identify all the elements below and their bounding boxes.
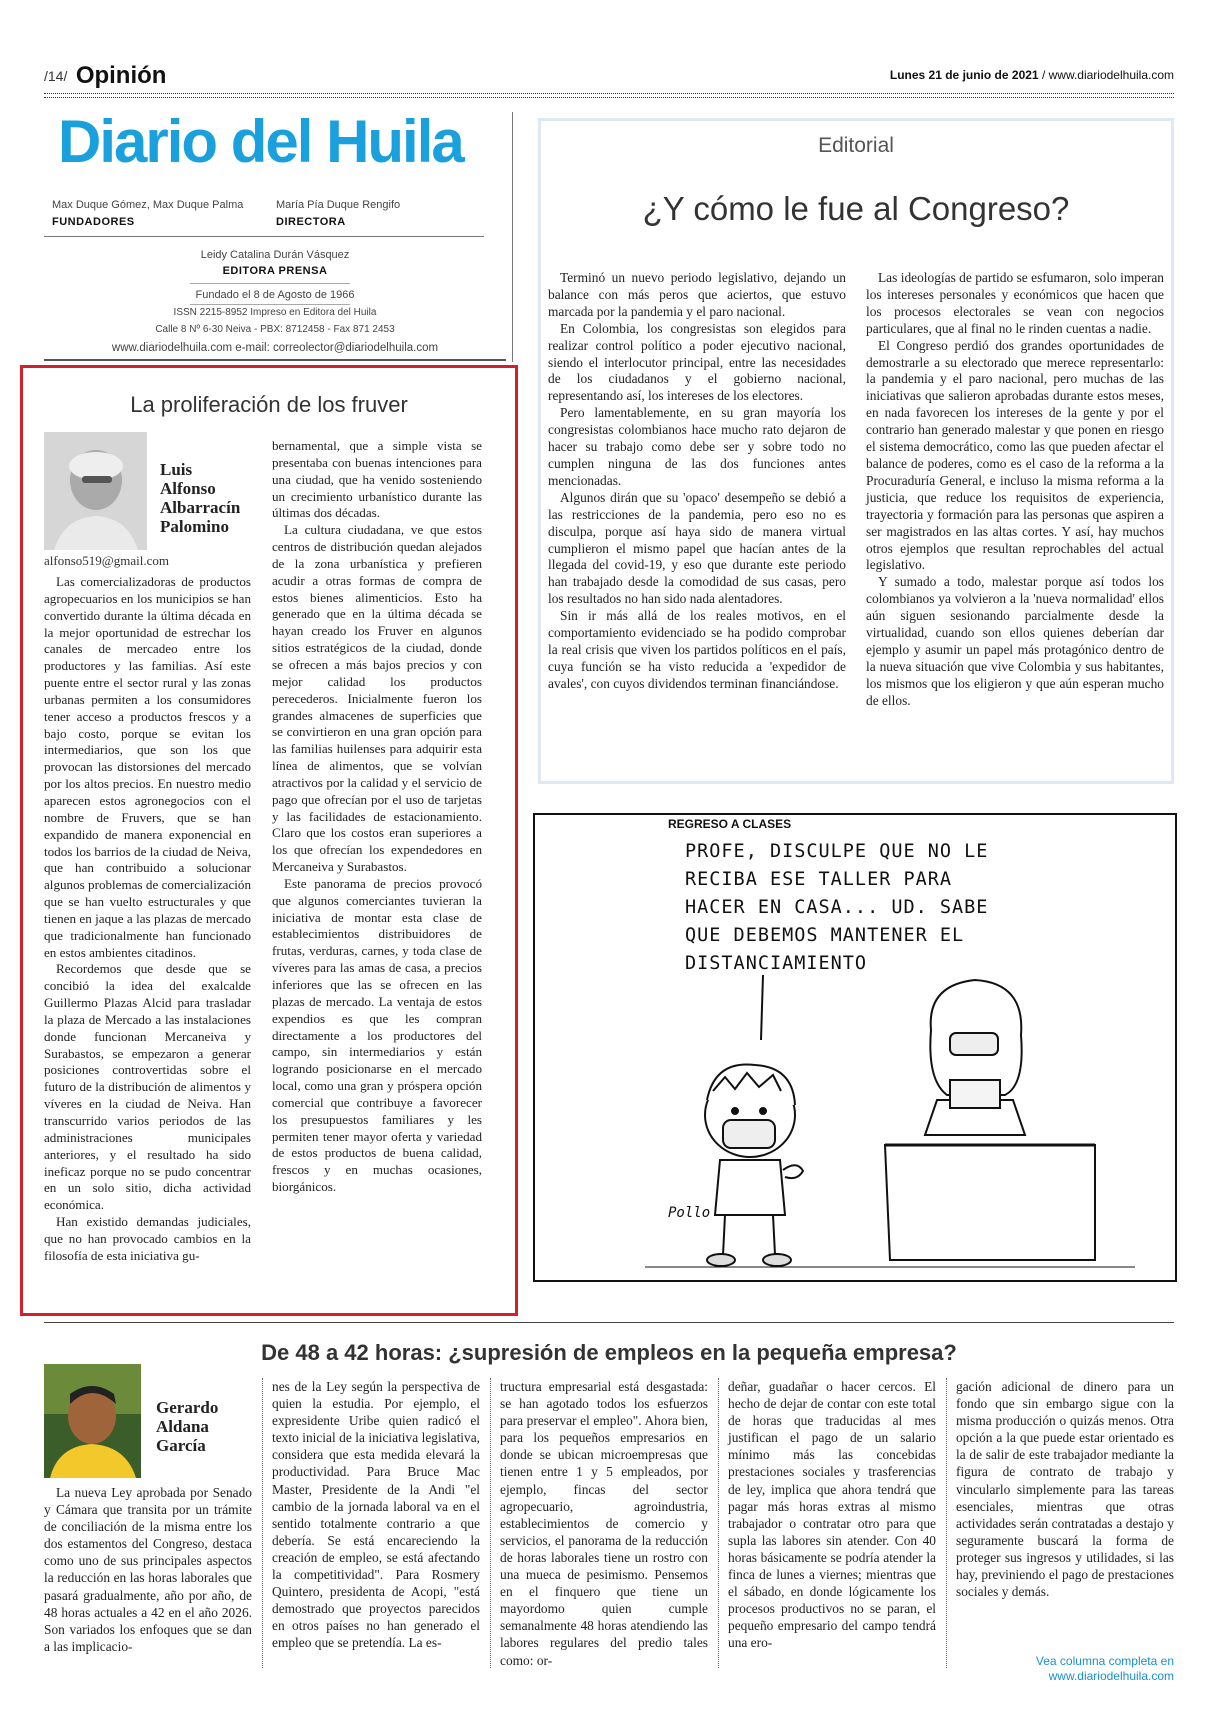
speech-line: PROFE, DISCULPE QUE NO LE — [685, 841, 989, 862]
paragraph: La nueva Ley aprobada por Senado y Cámara que transita por un trámite de conciliación de la misma entre los dos estamentos del Congreso, destaca como uno de sus principales aspectos la reducción en las horas laborales que pasará gradualmente, año por año, de 48 horas actuales a 42 en el año 2026. Son variados los enfoques que se dan a las implicacio- — [44, 1485, 252, 1654]
masthead-bottom-rule — [44, 359, 506, 361]
author-portrait-icon — [44, 1364, 141, 1478]
author-name-line: Gerardo — [156, 1398, 219, 1417]
author-name-line: Luis — [160, 460, 193, 479]
column-divider — [490, 1378, 491, 1668]
page-number: /14/ — [44, 68, 68, 84]
author-name-line: Albarracín — [160, 498, 241, 517]
founders-label: FUNDADORES — [52, 216, 135, 228]
paragraph: Algunos dirán que su 'opaco' desempeño se debió a las restricciones de la pandemia, pero eso no es disculpa, porque así haya sido de manera virtual cumplieron el mismo papel que hacían antes de la llegada del covid-19, y eso que durante este periodo han trabajado desde la comodidad de sus casas, pero los resultados no han sido nada alentadores. — [548, 489, 846, 607]
credit-line: Vea columna completa en — [1035, 1654, 1174, 1668]
read-more-credit[interactable] — [1036, 1654, 1174, 1684]
issue-date: Lunes 21 de junio de 2021 — [889, 68, 1039, 82]
paragraph: Sin ir más allá de los reales motivos, en el comportamiento evidenciado se ha podido comprobar la real crisis que viven los partidos políticos en el país, cuya función se ha visto reducida a 'expedidor de avales', con cuyos dividendos terminan financiándose. — [548, 608, 846, 691]
paragraph: Este panorama de precios provocó que algunos comerciantes tuvieran la iniciativa de montar esta clase de establecimientos distribuidores de frutas, verduras, carnes, y toda clase de víveres para las amas de casa, a precios inferiores que las se ofrecen en las plazas de mercado. La ventaja de estos expendios es que les compran directamente a los productores del campo, sin intermediarios y están logrando posicionarse en el mercado local, como una gran y próspera opción comercial que contribuye a favorecer los presupuestos familiares y les permiten tener mayor oferta y variedad de estos productos de buena calidad, frescos y en muchas ocasiones, biorgánicos. — [272, 875, 482, 1195]
cartoonist-signature: Pollo — [668, 1205, 711, 1221]
author-photo-2 — [44, 1364, 141, 1478]
bottom-author — [156, 1398, 218, 1455]
cartoon-label: REGRESO A CLASES — [668, 817, 792, 831]
editor-label: EDITORA PRENSA — [222, 265, 328, 277]
editorial-column-2 — [866, 270, 1164, 710]
editor-name: Leidy Catalina Durán Vásquez — [200, 249, 350, 261]
paragraph: bernamental, que a simple vista se presentaba con buenas intenciones para una ciudad, que ha venido sosteniendo un crecimiento urbanístico durante las últimas dos décadas. — [272, 438, 482, 521]
author-portrait-icon — [44, 432, 147, 550]
bottom-column-1 — [44, 1484, 252, 1655]
contact-line[interactable]: www.diariodelhuila.com e-mail: correolector@diariodelhuila.com — [111, 342, 439, 354]
editorial-title: ¿Y cómo le fue al Congreso? — [642, 190, 1070, 227]
editorial-column-1 — [548, 270, 846, 693]
header-rule-2 — [44, 97, 1174, 98]
paragraph: nes de la Ley según la perspectiva de quien la estudia. Por ejemplo, el expresidente Uribe quien radicó el texto inicial de la iniciativa legislativa, considera que esta medida elevará la productividad. Para Bruce Mac Master, Presidente de la Andi "el cambio de la jornada laboral va en el sentido totalmente contrario a que debería. Se está encareciendo la creación de empleo, se está afectando la competitividad". Para Rosmery Quintero, presidenta de Acopi, "está demostrado que proyectos parecidos en otros países no han generado el empleo que se pretendía. La es- — [272, 1379, 480, 1651]
page-header-right — [890, 68, 1174, 82]
author-name-line: Palomino — [160, 517, 229, 536]
speech-line: DISTANCIAMIENTO — [685, 953, 868, 974]
bottom-article-title: De 48 a 42 horas: ¿supresión de empleos en la pequeña empresa? — [261, 1340, 957, 1365]
column-divider — [946, 1378, 947, 1668]
editorial-label: Editorial — [818, 134, 894, 157]
speech-line: RECIBA ESE TALLER PARA — [685, 869, 953, 890]
author-name-line: Alfonso — [160, 479, 216, 498]
paragraph: Pero lamentablemente, en su gran mayoría los congresistas colombianos hace mucho rato dejaron de hacer su trabajo como debe ser y sobre todo no cumplen ninguna de las dos funciones antes mencionadas. — [548, 405, 846, 488]
issn-line: ISSN 2215-8952 Impreso en Editora del Huila — [173, 307, 377, 318]
paragraph: La cultura ciudadana, ve que estos centros de distribución quedan alejados de la zona urbanística y prefieren acudir a otras formas de compra de estos bienes alimenticios. Esto ha generado que en la última década se hayan creado los Fruver en algunos sitios estratégicos de la ciudad, donde se ofrecen a más bajos precios y con mejor calidad los productos perecederos. Inicialmente fueron los grandes almacenes de superficies que se convirtieron en una gran opción para las familias huilenses para adquirir esta línea de alimentos, que se volvían atractivos por la calidad y el servicio de pago que ofrecían por el uso de tarjetas y las facilidades de estacionamiento. Claro que los costos eran superiores a los que ofrecían los expendedores en Mercaneiva y Surabastos. — [272, 522, 482, 875]
speech-line: QUE DEBEMOS MANTENER EL — [685, 925, 965, 946]
paragraph: El Congreso perdió dos grandes oportunidades de demostrarle a su electorado que merece representarlo: la pandemia y el paro nacional, pero muchas de las iniciativas que salieron aprobadas durante estos meses, en nada favorecen los intereses de la gente y por el contrario han generado malestar y que ponen en riesgo el sistema democrático, como las que pueden afectar el balance de poderes, como es el caso de la reforma a la Procuraduría General, e incluso la misma reforma a la justicia, que reduce los requisitos de experiencia, trayectoria y formación para las personas que aspiren a ser magistrados en las altas cortes. Y así, hay muchos otros ejemplos que resultan reprochables del actual legislativo. — [866, 337, 1164, 573]
page-header-left — [44, 62, 166, 90]
paragraph: Y sumado a todo, malestar porque así todos los colombianos ya volvieron a la 'nueva normalidad' ellos aún siguen sesionando parcialmente desde la virtualidad, cuando son ellos quienes deberían dar ejemplo y asumir un papel más protagónico dentro de la nueva situación que vive Colombia y sus habitantes, los mismos que los eligieron y que aún esperan mucho de ellos. — [866, 574, 1164, 708]
cartoon-speech — [685, 838, 988, 978]
founders-names: Max Duque Gómez, Max Duque Palma — [52, 199, 244, 211]
founded-date: Fundado el 8 de Agosto de 1966 — [195, 289, 355, 301]
director-name: María Pía Duque Rengifo — [276, 199, 401, 211]
bottom-section-rule — [44, 1322, 1174, 1323]
paragraph: En Colombia, los congresistas son elegidos para realizar control político a poder ejecutivo nacional, siendo el interlocutor principal, entre las necesidades de los ciudadanos y el gobierno nacional, representando así, los intereses de los electores. — [548, 320, 846, 404]
newspaper-logo: Diario del Huila — [58, 108, 463, 175]
paragraph: tructura empresarial está desgastada: se han agotado todos los esfuerzos para preservar el empleo". Ahora bien, para los pequeños empresarios en donde se ubican microempresas que tienen entre 1 y 5 empleados, por ejemplo, fincas del sector agropecuario, agroindustria, establecimientos de comercio y servicios, el panorama de la reducción de horas laborales tiene un rostro con una mueca de pesimismo. Pensemos en el finquero que tiene un mayordomo quien cumple semanalmente 48 horas atendiendo las labores regulares del predio tales como: or- — [500, 1379, 708, 1668]
author-photo — [44, 432, 147, 550]
paragraph: Recordemos que desde que se concibió la idea del exalcalde Guillermo Plazas Alcid para trasladar la plaza de Mercado a las instalaciones donde funcionan Mercaneiva y Surabastos, se empezaron a generar posiciones controvertidas sobre el futuro de la distribución de alimentos y víveres en la ciudad de Neiva. Han transcurrido varios periodos de las administraciones municipales anteriores, y el resultado ha sido ineficaz porque no se pudo concentrar en un solo sitio, dicha actividad económica. — [44, 961, 251, 1213]
speech-line: HACER EN CASA... UD. SABE — [685, 897, 989, 918]
opinion-title: La proliferación de los fruver — [130, 392, 408, 417]
paragraph: Las ideologías de partido se esfumaron, solo imperan los intereses personales y económicos que hacen que los procesos electorales se vean con negocios particulares, que al final no le rinden cuentas a nadie. — [866, 270, 1164, 336]
column-divider — [718, 1378, 719, 1668]
section-title: Opinión — [75, 62, 167, 89]
opinion-column-1 — [44, 574, 251, 1265]
header-rule — [44, 93, 1174, 94]
paragraph: Las comercializadoras de productos agropecuarios en los municipios se han convertido durante la última década en la mejor oportunidad de estrechar los canales de mercadeo entre los productores y las familias. Así este puente entre el sector rural y las zonas urbanas permiten a los consumidores tener acceso a productos frescos y a bajo costo, porque se evitan los intermediarios, que son los que provocan las distorsiones del mercado por los altos precios. En nuestro medio aparecen estos agronegocios con el nombre de Fruvers, que se han expandido de manera exponencial en todos los barrios de la ciudad de Neiva, que han contribuido a solucionar algunos problemas de comercialización que se han vuelto estructurales y que tienen en jaque a las plazas de mercado que tradicionalmente han funcionado en estos ambientes citadinos. — [44, 574, 251, 960]
bottom-column-3 — [500, 1378, 708, 1669]
paragraph: gación adicional de dinero para un fondo que sin embargo sigue con la misma producción o quizás menos. Otra opción a la que puede estar orientado es la de salir de este trabajador mediante la figura de contrato de trabajo y vincularlo simplemente para las tareas esenciales, mientras que otras actividades serán contratadas a destajo y seguramente buscará la forma de proteger sus ingresos y utilidades, si las hay, previniendo el pago de prestaciones sociales y demás. — [956, 1379, 1174, 1600]
paragraph: Han existido demandas judiciales, que no han provocado cambios en la filosofía de esta iniciativa gu- — [44, 1214, 251, 1263]
author-name-line: García — [156, 1436, 206, 1455]
opinion-author — [160, 460, 240, 536]
founded-rule-top — [190, 283, 350, 284]
site-url[interactable]: / www.diariodelhuila.com — [1041, 68, 1174, 82]
column-divider — [512, 112, 513, 362]
bottom-column-5 — [956, 1378, 1174, 1600]
address-line: Calle 8 Nº 6-30 Neiva - PBX: 8712458 - Fax 871 2453 — [155, 324, 395, 335]
author-email[interactable]: alfonso519@gmail.com — [44, 553, 169, 568]
bottom-column-4 — [728, 1378, 936, 1652]
opinion-column-2 — [272, 438, 482, 1196]
credit-link[interactable]: www.diariodelhuila.com — [1048, 1669, 1174, 1683]
column-divider — [262, 1378, 263, 1668]
paragraph: Terminó un nuevo periodo legislativo, dejando un balance con más peros que aciertos, que estuvo marcada por la pandemia y el paro nacional. — [548, 270, 846, 319]
director-label: DIRECTORA — [276, 216, 346, 228]
masthead-rule — [44, 236, 484, 237]
author-name-line: Aldana — [156, 1417, 209, 1436]
bottom-column-2 — [272, 1378, 480, 1652]
paragraph: deñar, guadañar o hacer cercos. El hecho de dejar de contar con este total de horas que traducidas al mes justifican el pago de un salario mínimo más las concebidas prestaciones sociales y trasferencias de ley, implica que ahora tendrá que pagar más horas extras al mismo trabajador o contratar otro para que supla las labores sin atender. Con 40 horas básicamente se podría atender la finca de lunes a viernes; mientras que el sábado, en donde lógicamente los procesos productivos no se paran, el pequeño empresario del campo tendrá una ero- — [728, 1379, 936, 1651]
